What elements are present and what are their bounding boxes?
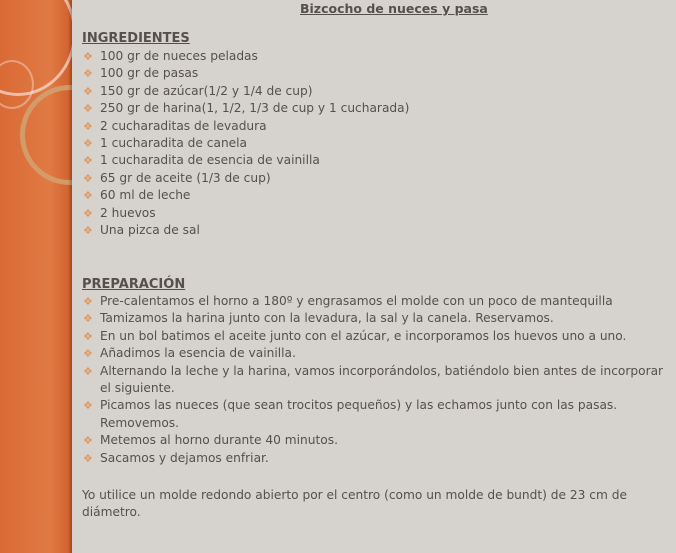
ingredient-item: ❖ Una pizca de sal [82, 222, 672, 239]
ingredient-item: ❖ 1 cucharadita de canela [82, 135, 672, 152]
diamond-bullet-icon: ❖ [83, 137, 93, 151]
preparation-step: ❖ Metemos al horno durante 40 minutos. [82, 432, 672, 449]
ingredient-item: ❖ 150 gr de azúcar(1/2 y 1/4 de cup) [82, 83, 672, 100]
diamond-bullet-icon: ❖ [83, 50, 93, 63]
diamond-bullet-icon: ❖ [83, 399, 93, 413]
recipe-title: Bizcocho de nueces y pasa [300, 1, 488, 16]
diamond-bullet-icon: ❖ [83, 84, 93, 98]
diamond-bullet-icon: ❖ [83, 329, 93, 343]
preparation-step: ❖ En un bol batimos el aceite junto con el azúcar, e incorporamos los huevos uno a uno. [82, 328, 672, 345]
preparation-step: ❖ Tamizamos la harina junto con la levadura, la sal y la canela. Reservamos. [82, 310, 672, 327]
diamond-bullet-icon: ❖ [83, 206, 93, 220]
preparation-step: ❖ Picamos las nueces (que sean trocitos pequeños) y las echamos junto con las pasas. Removemos. [83, 398, 618, 430]
ingredient-item: ❖ 2 huevos [82, 205, 672, 222]
ingredient-item: ❖ 1 cucharadita de esencia de vainilla [82, 152, 672, 169]
ingredient-item: ❖ 100 gr de pasas [82, 65, 672, 82]
preparation-step: ❖ Alternando la leche y la harina, vamos incorporándolos, batiéndolo bien antes de incorporar el siguiente. [83, 363, 664, 396]
diamond-bullet-icon: ❖ [83, 347, 93, 361]
preparation-list [82, 293, 672, 467]
diamond-bullet-icon: ❖ [83, 154, 93, 168]
ingredients-list [82, 48, 672, 239]
diamond-bullet-icon: ❖ [83, 224, 93, 238]
diamond-bullet-icon: ❖ [83, 189, 93, 203]
diamond-bullet-icon: ❖ [83, 119, 93, 133]
diamond-bullet-icon: ❖ [83, 295, 93, 308]
recipe-note: Yo utilice un molde redondo abierto por el centro (como un molde de bundt) de 23 cm de diámetro. [82, 488, 627, 520]
diamond-bullet-icon: ❖ [83, 364, 93, 378]
preparation-heading: PREPARACIÓN [82, 277, 186, 292]
preparation-step: ❖ Sacamos y dejamos enfriar. [82, 450, 672, 467]
ingredients-heading: INGREDIENTES [82, 31, 190, 46]
diamond-bullet-icon: ❖ [83, 102, 93, 116]
diamond-bullet-icon: ❖ [83, 451, 93, 465]
diamond-bullet-icon: ❖ [83, 312, 93, 326]
diamond-bullet-icon: ❖ [83, 67, 93, 81]
ingredient-item: ❖ 2 cucharaditas de levadura [82, 118, 672, 135]
decorative-sidebar [0, 0, 72, 553]
preparation-step: ❖ Pre-calentamos el horno a 180º y engrasamos el molde con un poco de mantequilla [82, 293, 672, 310]
ingredient-item: ❖ 60 ml de leche [82, 187, 672, 204]
ingredient-item: ❖ 65 gr de aceite (1/3 de cup) [82, 170, 672, 187]
ingredient-item: ❖ 100 gr de nueces peladas [82, 48, 672, 65]
preparation-step: ❖ Añadimos la esencia de vainilla. [82, 345, 672, 362]
diamond-bullet-icon: ❖ [83, 434, 93, 448]
ingredient-item: ❖ 250 gr de harina(1, 1/2, 1/3 de cup y 1 cucharada) [82, 100, 672, 117]
diamond-bullet-icon: ❖ [83, 171, 93, 185]
